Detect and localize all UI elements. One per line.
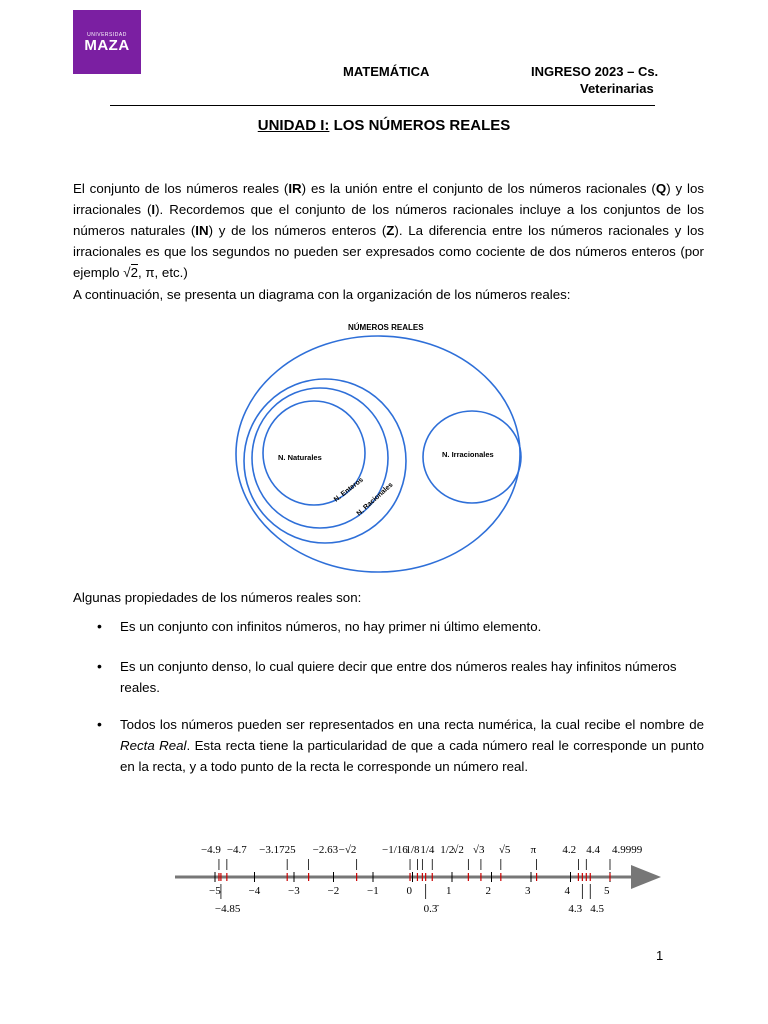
header-course-line2: Veterinarias [580,81,654,96]
text: ). La diferencia entre los números racionales y los irracionales es que los segundos no pueden ser expresados como cociente de dos números enteros (por ejemplo [73,223,704,280]
point-label-above: −1/16 [382,844,408,856]
tick-label: −4 [248,885,261,897]
bullet: • [97,716,102,732]
point-label-below: 4.3 [568,903,583,915]
point-label-above: 4.9999 [611,844,643,856]
tick-label: −2 [327,885,340,897]
tick-label: 1 [446,885,452,897]
point-label-below: 0.3̄ [423,903,438,915]
bullet: • [97,618,102,634]
property-3 [120,714,704,777]
properties-intro: Algunas propiedades de los números reales son: [73,590,362,605]
tick-label: −3 [288,885,300,897]
point-label-above: 1/8 [405,844,420,856]
text: Todos los números pueden ser representados en una recta numérica, la cual recibe el nombre de [120,717,704,732]
text: ) es la unión entre el conjunto de los números racionales ( [301,181,656,196]
title-name: LOS NÚMEROS REALES [329,117,511,134]
point-label-above: −4.9 [200,844,221,856]
term-recta-real: Recta Real [120,738,187,753]
real-number-line [170,826,670,921]
diagram-intro: A continuación, se presenta un diagrama con la organización de los números reales: [73,287,571,302]
title-unit: UNIDAD I: [257,117,330,134]
logo-line2: MAZA [84,37,130,54]
text: ). Recordemos que el conjunto de los números racionales incluye a los conjuntos de los números naturales ( [73,202,704,238]
point-label-above: −2.63 [312,844,339,856]
header-rule [110,105,655,106]
tick-label: −5 [209,885,221,897]
point-label-above: 4.4 [586,844,601,856]
tick-label: 4 [564,885,570,897]
list-item [73,656,704,698]
point-label-above: −4.7 [226,844,247,856]
label-irracionales: N. Irracionales [442,450,494,459]
tick-label: 2 [485,885,491,897]
symbol-I: I [151,202,156,217]
text: ) y los irracionales ( [73,181,704,217]
real-numbers-diagram [230,318,530,578]
symbol-Q: Q [655,181,667,196]
text: El conjunto de los números reales ( [73,181,289,196]
text: ) y de los números enteros ( [208,223,387,238]
point-label-above: √3 [472,844,485,856]
label-racionales: N. Racionales [355,481,395,518]
property-2: Es un conjunto denso, lo cual quiere decir que entre dos números reales hay infinitos números reales. [120,659,677,695]
label-naturales: N. Naturales [278,453,322,462]
racionales-circle [244,379,406,543]
page-title [0,117,768,134]
property-1: Es un conjunto con infinitos números, no hay primer ni último elemento. [120,619,542,634]
point-label-above: √2 [452,844,464,856]
point-label-above: 1/4 [420,844,435,856]
point-label-above: −3.1725 [259,844,296,856]
bullet: • [97,658,102,674]
point-label-above: 4.2 [562,844,577,856]
list-item [73,616,704,637]
text: , π, etc.) [137,265,188,280]
tick-label: −1 [367,885,379,897]
label-enteros: N. Enteros [332,476,365,504]
point-label-above: π [530,844,537,856]
page-number: 1 [656,948,664,963]
tick-label: 3 [525,885,531,897]
diagram-title: NÚMEROS REALES [348,323,424,332]
list-item [73,714,704,777]
symbol-IN: IN [195,223,209,238]
sqrt-symbol: √ [123,265,131,280]
header-subject: MATEMÁTICA [343,64,430,79]
tick-label: 5 [604,885,610,897]
point-label-below: 4.5 [590,903,604,915]
tick-label: 0 [406,885,412,897]
point-label-above: −√2 [338,844,357,856]
point-label-above: √5 [498,844,511,856]
university-logo [73,10,141,74]
symbol-Z: Z [386,223,395,238]
sqrt-radicand: 2 [130,265,138,280]
text: . Esta recta tiene la particularidad de que a cada número real le corresponde un punto en la recta, y a todo punto de la recta le corresponde un número real. [120,738,704,774]
point-label-below: −4.85 [214,903,241,915]
header-course-line1: INGRESO 2023 – Cs. [531,64,659,79]
symbol-IR: IR [288,181,302,196]
intro-paragraph [73,178,704,283]
logo-line1: UNIVERSIDAD [87,32,127,38]
point-label-above: 1/2 [440,844,455,856]
